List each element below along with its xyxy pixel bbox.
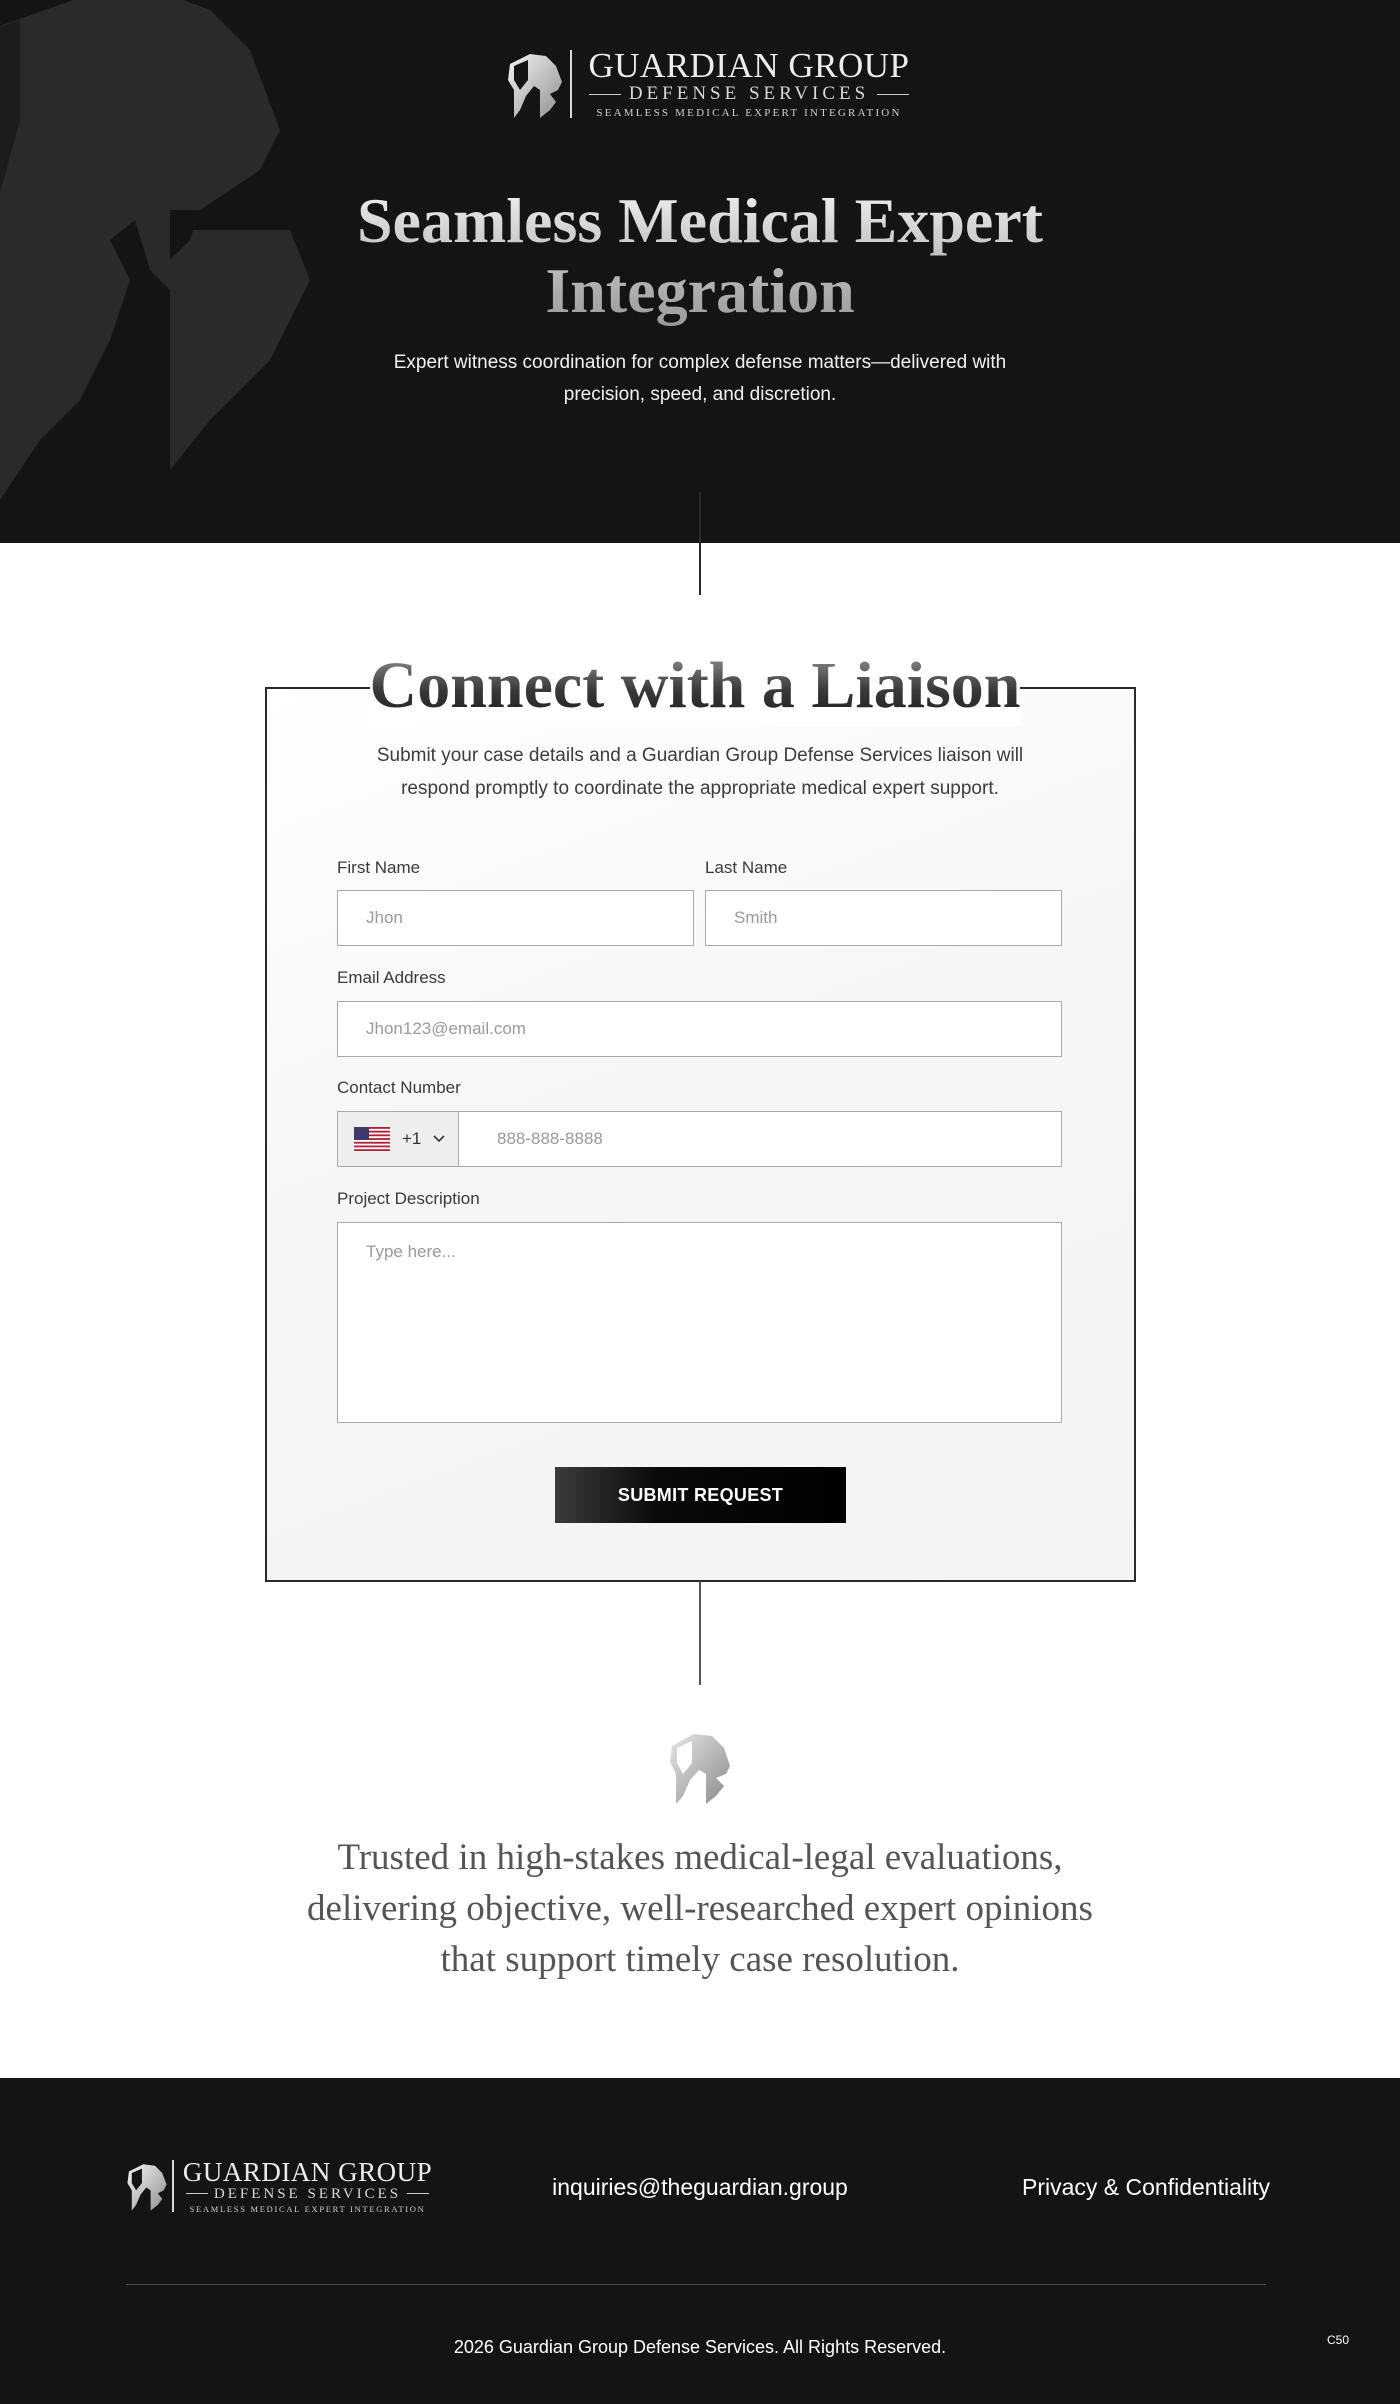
email-input[interactable] [337, 1001, 1062, 1057]
footer-logo-wordmark [179, 2158, 437, 2215]
phone-input[interactable] [458, 1111, 1062, 1167]
header-logo[interactable] [506, 48, 918, 120]
logo-name: GUARDIAN GROUP [182, 2156, 433, 2187]
footer-divider [126, 2284, 1266, 2285]
contact-number-label: Contact Number [337, 1078, 461, 1097]
logo-name: GUARDIAN GROUP [588, 46, 910, 85]
project-description-label: Project Description [337, 1189, 480, 1208]
first-name-label: First Name [337, 858, 421, 877]
form-title-wrap [370, 646, 1020, 726]
logo-tagline: SEAMLESS MEDICAL EXPERT INTEGRATION [189, 2203, 426, 2214]
copyright-text: 2026 Guardian Group Defense Services. All Rights Reserved. [453, 2337, 947, 2357]
logo-tagline: SEAMLESS MEDICAL EXPERT INTEGRATION [596, 107, 902, 119]
email-label: Email Address [337, 968, 446, 987]
footer-badge: C50 [1326, 2333, 1349, 2347]
logo-subname: DEFENSE SERVICES [589, 84, 909, 104]
hero-section [0, 0, 1400, 543]
trust-statement: Trusted in high-stakes medical-legal evaluations, delivering objective, well-researched expert opinions that support timely case resolution. [307, 1837, 1093, 1980]
submit-request-button[interactable]: SUBMIT REQUEST [555, 1467, 846, 1523]
logo-subname: DEFENSE SERVICES [186, 2186, 429, 2202]
footer-logo[interactable] [126, 2158, 438, 2214]
logo-divider [570, 50, 572, 118]
hero-title: Seamless Medical Expert Integration [300, 186, 1100, 326]
country-code: +1 [402, 1129, 422, 1148]
hero-subtitle: Expert witness coordination for complex defense matters—delivered with precision, speed, and discretion. [393, 352, 1007, 405]
last-name-label: Last Name [705, 858, 788, 877]
helmet-logo-icon [126, 2160, 168, 2212]
logo-divider [172, 2160, 174, 2212]
first-name-input[interactable] [337, 890, 694, 946]
logo-wordmark [580, 48, 918, 120]
us-flag-icon [354, 1127, 390, 1151]
project-description-textarea[interactable] [337, 1222, 1062, 1423]
footer-email-link[interactable]: inquiries@theguardian.group [552, 2174, 848, 2200]
connector-line-bottom [699, 1582, 701, 1685]
last-name-input[interactable] [705, 890, 1062, 946]
connector-line-top [699, 492, 701, 595]
form-intro: Submit your case details and a Guardian Group Defense Services liaison will respond promptly to coordinate the appropriate medical expert support. [376, 745, 1024, 799]
form-title: Connect with a Liaison [369, 649, 1021, 722]
country-code-select[interactable] [337, 1111, 459, 1167]
helmet-icon [668, 1730, 732, 1804]
helmet-logo-icon [506, 50, 564, 118]
chevron-down-icon [433, 1135, 445, 1143]
privacy-link[interactable]: Privacy & Confidentiality [1022, 2174, 1270, 2200]
